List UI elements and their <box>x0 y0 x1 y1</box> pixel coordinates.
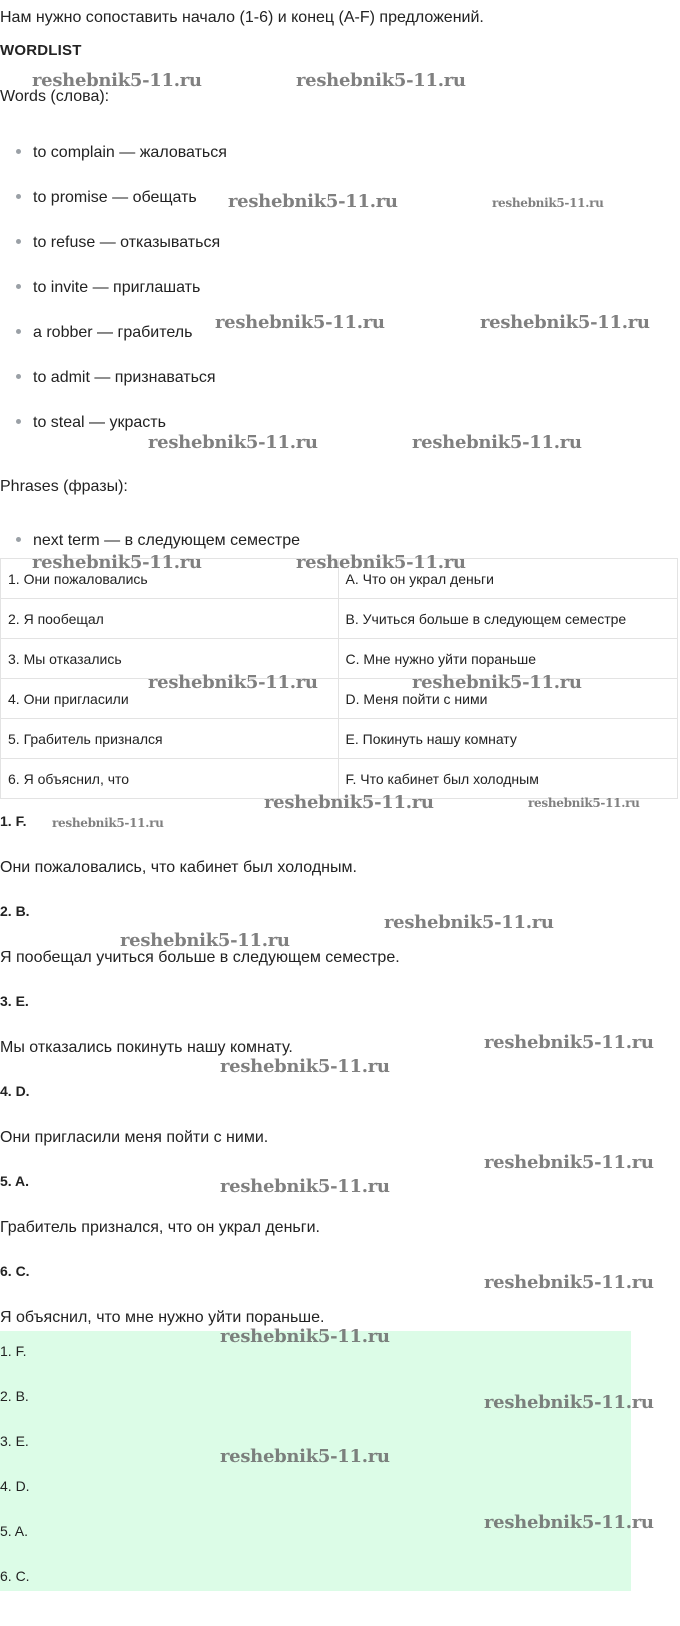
watermark: reshebnik5-11.ru <box>528 796 640 810</box>
phrases-heading: Phrases (фразы): <box>0 478 128 495</box>
table-cell: 4. Они пригласили <box>1 679 339 719</box>
watermark: reshebnik5-11.ru <box>412 672 582 693</box>
bullet-icon <box>16 419 21 424</box>
watermark: reshebnik5-11.ru <box>484 1392 654 1413</box>
word-text: to steal — украсть <box>33 414 166 431</box>
table-cell: 1. Они пожаловались <box>1 559 339 599</box>
list-item <box>0 530 300 552</box>
watermark: reshebnik5-11.ru <box>492 196 604 210</box>
list-item <box>0 277 200 299</box>
watermark: reshebnik5-11.ru <box>384 912 554 933</box>
word-text: to admit — признаваться <box>33 369 216 386</box>
table-cell: F. Что кабинет был холодным <box>338 759 677 799</box>
watermark: reshebnik5-11.ru <box>32 552 202 573</box>
words-heading: Words (слова): <box>0 88 110 105</box>
watermark: reshebnik5-11.ru <box>296 552 466 573</box>
watermark: reshebnik5-11.ru <box>120 930 290 951</box>
watermark: reshebnik5-11.ru <box>52 816 164 830</box>
answer-label: 5. A. <box>0 1173 30 1189</box>
answer-label: 3. E. <box>0 993 29 1009</box>
bullet-icon <box>16 194 21 199</box>
watermark: reshebnik5-11.ru <box>32 70 202 91</box>
answer-text: Я пообещал учиться больше в следующем семестре. <box>0 949 400 966</box>
word-text: to refuse — отказываться <box>33 234 221 251</box>
word-text: to promise — обещать <box>33 189 197 206</box>
word-text: to invite — приглашать <box>33 279 201 296</box>
list-item <box>0 232 220 254</box>
list-item <box>0 367 216 389</box>
answer-text: Они пожаловались, что кабинет был холодным. <box>0 859 357 876</box>
watermark: reshebnik5-11.ru <box>484 1272 654 1293</box>
summary-line: 5. A. <box>0 1523 29 1539</box>
table-row <box>1 599 678 639</box>
answer-text: Мы отказались покинуть нашу комнату. <box>0 1039 293 1056</box>
watermark: reshebnik5-11.ru <box>220 1326 390 1347</box>
watermark: reshebnik5-11.ru <box>228 191 398 212</box>
answer-label: 1. F. <box>0 813 27 829</box>
summary-line: 3. E. <box>0 1433 29 1449</box>
bullet-icon <box>16 537 21 542</box>
watermark: reshebnik5-11.ru <box>412 432 582 453</box>
bullet-icon <box>16 374 21 379</box>
answer-text: Я объяснил, что мне нужно уйти пораньше. <box>0 1309 325 1326</box>
bullet-icon <box>16 149 21 154</box>
answer-text: Грабитель признался, что он украл деньги. <box>0 1219 320 1236</box>
watermark: reshebnik5-11.ru <box>296 70 466 91</box>
watermark: reshebnik5-11.ru <box>220 1176 390 1197</box>
table-cell: C. Мне нужно уйти пораньше <box>338 639 677 679</box>
watermark: reshebnik5-11.ru <box>148 672 318 693</box>
watermark: reshebnik5-11.ru <box>264 792 434 813</box>
list-item <box>0 412 166 434</box>
watermark: reshebnik5-11.ru <box>220 1056 390 1077</box>
table-cell: 3. Мы отказались <box>1 639 339 679</box>
bullet-icon <box>16 239 21 244</box>
watermark: reshebnik5-11.ru <box>480 312 650 333</box>
word-text: a robber — грабитель <box>33 324 193 341</box>
summary-line: 2. B. <box>0 1388 29 1404</box>
table-row <box>1 719 678 759</box>
table-cell: E. Покинуть нашу комнату <box>338 719 677 759</box>
bullet-icon <box>16 329 21 334</box>
list-item <box>0 187 197 209</box>
watermark: reshebnik5-11.ru <box>220 1446 390 1467</box>
bullet-icon <box>16 284 21 289</box>
wordlist-heading: WORDLIST <box>0 42 82 59</box>
summary-line: 1. F. <box>0 1343 27 1359</box>
answer-label: 6. C. <box>0 1263 30 1279</box>
table-cell: 5. Грабитель признался <box>1 719 339 759</box>
word-text: to complain — жаловаться <box>33 144 227 161</box>
watermark: reshebnik5-11.ru <box>484 1152 654 1173</box>
watermark: reshebnik5-11.ru <box>215 312 385 333</box>
phrase-text: next term — в следующем семестре <box>33 532 300 549</box>
table-cell: 6. Я объяснил, что <box>1 759 339 799</box>
watermark: reshebnik5-11.ru <box>148 432 318 453</box>
table-cell: A. Что он украл деньги <box>338 559 677 599</box>
table-cell: 2. Я пообещал <box>1 599 339 639</box>
answer-label: 2. B. <box>0 903 30 919</box>
watermark: reshebnik5-11.ru <box>484 1512 654 1533</box>
answer-text: Они пригласили меня пойти с ними. <box>0 1129 269 1146</box>
list-item <box>0 322 192 344</box>
intro-text: Нам нужно сопоставить начало (1-6) и конец (A-F) предложений. <box>0 9 484 26</box>
answer-label: 4. D. <box>0 1083 30 1099</box>
table-cell: B. Учиться больше в следующем семестре <box>338 599 677 639</box>
summary-line: 4. D. <box>0 1478 30 1494</box>
watermark: reshebnik5-11.ru <box>484 1032 654 1053</box>
list-item <box>0 142 227 164</box>
summary-line: 6. C. <box>0 1568 30 1584</box>
table-cell: D. Меня пойти с ними <box>338 679 677 719</box>
